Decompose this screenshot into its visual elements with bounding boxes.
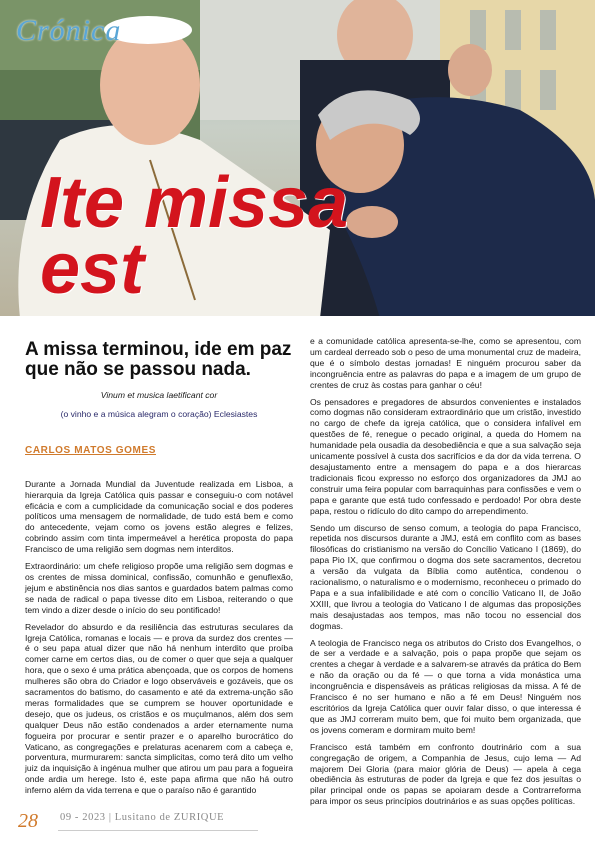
epigraph: Vinum et musica laetificant cor (100, 390, 218, 400)
article-headline: A missa terminou, ide em paz que não se passou nada. (25, 339, 292, 380)
paragraph: Durante a Jornada Mundial da Juventude realizada em Lisboa, a hierarquia da Igreja Católica quis passar e conseguiu-o com notável eficácia e com a cumplicidade da comunicação social e dos poderes políticos uma mensagem de normalidade, de tudo está bem e como do antecedente, vejam como os jovens estão alegres e felizes, cobrindo assim com tinta impermeável a herética proposta do papa Francisco de uma religião sem dogmas nem interditos. (25, 478, 293, 555)
section-label: Crónica (16, 14, 122, 47)
author-name[interactable]: CARLOS MATOS GOMES (25, 444, 156, 456)
paragraph: Os pensadores e pregadores de absurdos convenientes e instalados como dogmas não consideram extraordinário que um cristão, investido no cargo de chefe da igreja católica, que o considera infalível em questões de fé, renegue o pecado original, a queda do Homem na humanidade pela ousadia da desobediência e que a sua salvação seja unicamente possível à custa dos sacrifícios e da dor da vida terrena. O desajustamento entre a mensagem do papa e a dos hierarcas tradicionais ficou expresso no esforço dos organizadores da JMJ ao construir uma feira popular com barraquinhas para confissões e vem o papa e garante que está tudo confessado e perdoado! Por obra deste papa, restou o ridículo do dito campo do arrependimento. (310, 396, 581, 516)
page-footer (18, 808, 578, 834)
paragraph: Revelador do absurdo e da resiliência das estruturas seculares da Igreja Católica, romanas e locais — e prova da surdez dos crentes — é o seu papa atual dizer que não há nenhum interdito que proíba comer carne em certos dias, ou de comer o quer que seja a qualquer hora, que o sexo é uma prática abençoada, que os corpos de homens mulheres são obra do Criador e logo observáveis e gozáveis, que os sacramentos do batismo, do casamento e até da extrema-unção são meras formalidades que se cumprem se houver oportunidade e desejo, que os judeus, os cristãos e os muçulmanos, além dos sem qualquer Deus não estão condenados a arder eternamente numa fogueira por procurar e sentir prazer e o aparelho burocrático do Vaticano, as congregações e prelaturas acenarem com a cabeça e, porventura, murmurarem: sancta simplicitas, como terá dito um velho juiz da inquisição à ingénua mulher que atirou um pau para a fogueira onde ardia um herege. Isto é, este papa afirma que não há outro inferno além da vida terrena e que o paraíso não é garantido (25, 621, 293, 796)
paragraph: e a comunidade católica apresenta-se-lhe, como se apresentou, com um cardeal derreado sob o peso de uma monumental cruz de madeira, que é o símbolo destas jornadas! E ninguém procurou saber da incongruência entre as palavras do papa e a imagem de um grupo de crentes de cruz às costas para ganhar o céu! (310, 336, 581, 390)
page-number: 28 (18, 810, 38, 832)
footer-divider (58, 830, 258, 831)
left-column (25, 336, 293, 802)
paragraph: Sendo um discurso de senso comum, a teologia do papa Francisco, repetida nos discursos durante a JMJ, está em conflito com as bases filosóficas do cristianismo na versão do Concílio Vaticano I (1869), do papa Pio IX, que confirmou o dogma dos sete sacramentos, decretou a versão da vulgata da Bíblia como autêntica, condenou o racionalismo, o naturalismo e o modernismo, reconheceu o primado do Papa e a sua infalibilidade e até com o concílio Vaticano II, de João XXIII, que livrou a teologia do Vaticano I de algumas das proposições mais desajustadas aos tempos, mas não tocou no essencial dos dogmas. (310, 522, 581, 631)
hero-title-line-2: est (40, 229, 145, 309)
hero-title-line-1: Ite missa (40, 163, 349, 243)
hero-photo (0, 0, 595, 318)
footer-issue-label: 09 - 2023 | Lusitano de ZURIQUE (60, 812, 225, 823)
paragraph: A teologia de Francisco nega os atributos do Cristo dos Evangelhos, o de ser a verdade e a salvação, pois o papa propõe que sejam os crentes a chegar à verdade e a salvarem-se através da prática do Bem e não da oração ou da fé — o que torna a vida monástica uma incongruência e dispensáveis as práticas religiosas da missa. A fé de Francisco é no ser humano e não a fé em Deus! Ninguém nos escritórios da Igreja Católica quer ouvir falar disso, o que interessa é que as JMJ correram muito bem, que foi muito bem organizada, que os jovens comeram e dormiram muito bem! (310, 637, 581, 735)
right-column (310, 336, 581, 813)
hero-title (40, 163, 370, 309)
paragraph: Francisco está também em confronto doutrinário com a sua congregação de origem, a Companhia de Jesus, cujo lema — Ad majorem Dei Gloria (para maior glória de Deus) — apela à cega obediência às estruturas de poder da Igreja e que fez dos jesuítas o pilar principal onde os papas se apoiaram desde a Contrarreforma para impor os seus princípios doutrinários e as suas opções políticas. (310, 741, 581, 807)
epigraph-translation: (o vinho e a música alegram o coração) Eclesiastes (60, 408, 258, 419)
paragraph: Extraordinário: um chefe religioso propõe uma religião sem dogmas e os crentes de missa dominical, confissão, comunhão e genuflexão, jejum e abstinência nos dias santos e guardados batem palmas como se nada de radical o papa tivesse dito em Lisboa, reiterando o que tem vindo a dizer desde o início do seu pontificado! (25, 561, 293, 615)
